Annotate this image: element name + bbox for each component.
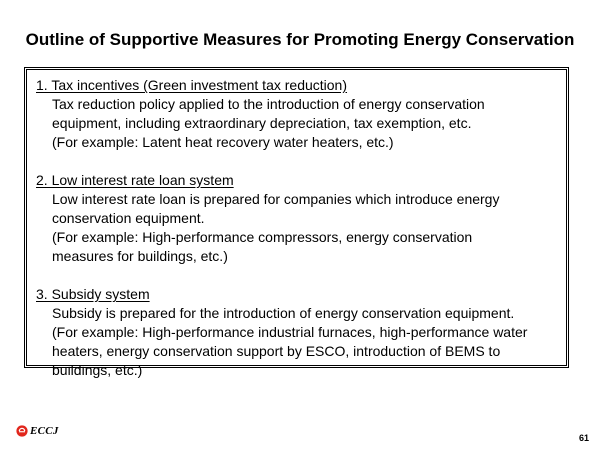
section-body	[36, 190, 560, 266]
section-subsidy-system	[36, 285, 560, 380]
body-line: Tax reduction policy applied to the introduction of energy conservation	[52, 96, 485, 112]
logo-text: ECCJ	[30, 425, 59, 437]
page-title: Outline of Supportive Measures for Promoting Energy Conservation	[25, 30, 575, 49]
content-box	[24, 67, 569, 378]
body-line: conservation equipment.	[52, 210, 205, 226]
eccj-logo	[16, 423, 59, 439]
body-line: buildings, etc.)	[52, 362, 143, 378]
body-line: measures for buildings, etc.)	[52, 248, 228, 264]
eccj-logo-icon	[16, 425, 28, 437]
section-heading: 2. Low interest rate loan system	[36, 172, 234, 188]
page-number: 61	[578, 433, 589, 443]
section-body	[36, 95, 560, 152]
body-line: (For example: Latent heat recovery water heaters, etc.)	[52, 134, 394, 150]
body-line: (For example: High-performance industrial furnaces, high-performance water	[52, 324, 528, 340]
body-line: Subsidy is prepared for the introduction of energy conservation equipment.	[52, 305, 515, 321]
section-low-interest-loan	[36, 171, 560, 266]
section-tax-incentives	[36, 76, 560, 152]
section-heading: 3. Subsidy system	[36, 286, 150, 302]
section-body	[36, 304, 560, 380]
body-line: (For example: High-performance compressors, energy conservation	[52, 229, 473, 245]
body-line: equipment, including extraordinary depreciation, tax exemption, etc.	[52, 115, 472, 131]
body-line: heaters, energy conservation support by ESCO, introduction of BEMS to	[52, 343, 501, 359]
body-line: Low interest rate loan is prepared for companies which introduce energy	[52, 191, 500, 207]
section-heading: 1. Tax incentives (Green investment tax reduction)	[36, 77, 348, 93]
